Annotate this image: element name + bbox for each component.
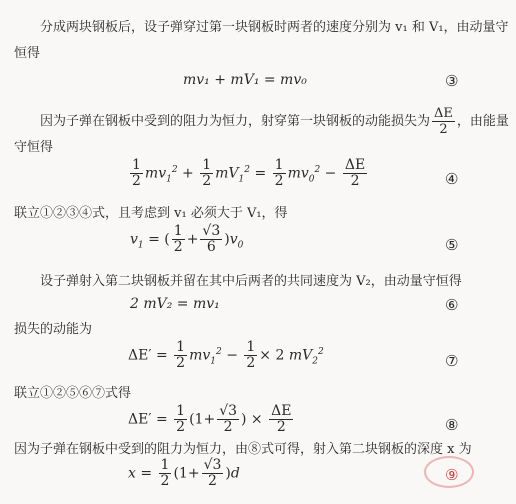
paragraph-2-text-b: ，由能量: [456, 114, 509, 129]
fraction-denominator: 2: [439, 122, 448, 137]
equation-4-number: ④: [445, 170, 459, 188]
paragraph-1-line-2: 恒得: [14, 46, 41, 61]
equation-9-number: ⑨: [445, 466, 459, 484]
paragraph-2-line-1: [40, 106, 509, 137]
equation-9: x = $\frac{1}{2}$ (1+ $\frac{√3}{2}$ )d: [128, 457, 240, 489]
equation-8-number: ⑧: [445, 416, 459, 434]
equation-5: $v_1$ = ( $\frac{1}{2}$ + $\frac{√3}{6}$ )$v_0$: [130, 223, 244, 255]
paragraph-6: 联立①②⑤⑥⑦式得: [14, 386, 132, 401]
equation-8: ΔE′ = $\frac{1}{2}$ (1+ $\frac{√3}{2}$ ) × $\frac{\Delta E}{2}$: [128, 403, 292, 435]
equation-3: mv₁ + mV₁ = mv₀: [183, 72, 307, 88]
paragraph-7: 因为子弹在钢板中受到的阻力为恒力，由⑧式可得，射入第二块钢板的深度 x 为: [14, 442, 472, 457]
paragraph-5: 损失的动能为: [14, 322, 93, 337]
equation-5-number: ⑤: [445, 236, 459, 254]
equation-3-number: ③: [445, 72, 459, 90]
equation-7-number: ⑦: [445, 352, 459, 370]
paragraph-4: 设子弹射入第二块钢板并留在其中后两者的共同速度为 V₂，由动量守恒得: [40, 274, 462, 289]
equation-6-number: ⑥: [445, 296, 459, 314]
equation-6: 2 mV₂ = mv₁: [130, 296, 220, 312]
paragraph-1-line-1: 分成两块钢板后，设子弹穿过第一块钢板时两者的速度分别为 v₁ 和 V₁，由动量守: [40, 20, 509, 35]
paragraph-3: 联立①②③④式，且考虑到 v₁ 必须大于 V₁，得: [14, 206, 288, 221]
equation-4: $\frac{1}{2}$ $mv_1^2$ + $\frac{1}{2}$ $mV_1^2$ = $\frac{1}{2}$ $mv_0^2$ − $\frac{\Delta E}{2}$: [132, 157, 366, 189]
equation-7: ΔE′ = $\frac{1}{2}$ $mv_1^2$ − $\frac{1}{2}$ × 2 $mV_2^2$: [128, 339, 324, 371]
delta-e-over-2-fraction: [432, 106, 455, 137]
paragraph-2-line-2: 守恒得: [14, 140, 54, 155]
paragraph-2-text-a: 因为子弹在钢板中受到的阻力为恒力，射穿第一块钢板的动能损失为: [40, 114, 431, 129]
fraction-numerator: ΔE: [434, 106, 453, 121]
